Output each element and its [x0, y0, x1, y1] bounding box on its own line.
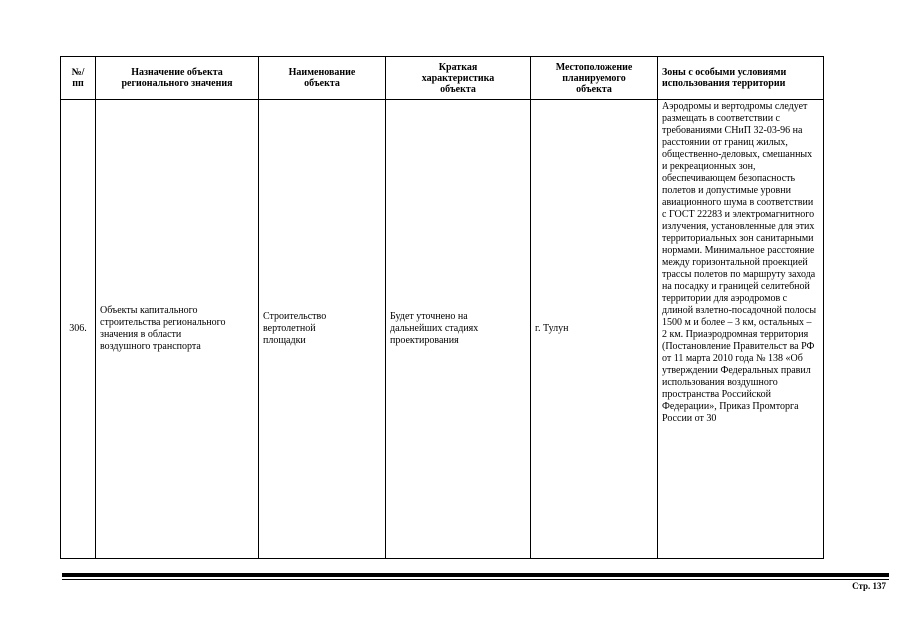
- row-location-cell: [531, 100, 658, 559]
- table-header-row: [61, 57, 824, 100]
- row-purpose-cell: [96, 100, 259, 559]
- header-characteristic: Краткая характеристика объекта: [386, 57, 531, 100]
- row-characteristic-cell: [386, 100, 531, 559]
- header-number: №/ пп: [61, 57, 96, 100]
- row-purpose: Объекты капитального строительства регионального значения в области воздушного транспорта: [100, 305, 226, 352]
- row-characteristic: Будет уточнено на дальнейших стадиях проектирования: [390, 311, 479, 346]
- planning-objects-table: [60, 56, 824, 559]
- row-number: 306.: [69, 323, 87, 334]
- header-zones: Зоны с особыми условиями использования территории: [658, 57, 824, 100]
- row-name-cell: [259, 100, 386, 559]
- table-row: [61, 100, 824, 559]
- header-location: Местоположение планируемого объекта: [531, 57, 658, 100]
- row-location: г. Тулун: [535, 323, 569, 334]
- row-name: Строительство вертолетной площадки: [263, 311, 327, 346]
- row-zones: Аэродромы и вертодромы следует размещать в соответствии с требованиями СНиП 32-03-96 на расстоянии от границ жилых, общественно-деловых, смешанных и рекреационных зон, обеспечивающем безопасность полетов и допустимые уровни авиационного шума в соответствии с ГОСТ 22283 и электромагнитного излучения, установленные для этих территориальных зон санитарными нормами. Минимальное расстояние между горизонтальной проекцией трассы полетов по маршруту захода на посадку и границей селитебной территории для аэродромов с длиной взлетно-посадочной полосы 1500 м и более – 3 км, остальных – 2 км. Приаэродромная территория (Постановление Правительст ва РФ от 11 марта 2010 года № 138 «Об утверждении Федеральных правил использования воздушного пространства Российской Федерации», Приказ Промторга России от 30: [662, 101, 817, 424]
- footer-rule-thin: [62, 579, 889, 580]
- row-number-cell: [61, 100, 96, 559]
- footer-rule-thick: [62, 573, 889, 577]
- header-purpose: Назначение объекта регионального значения: [96, 57, 259, 100]
- page-number: Стр. 137: [852, 581, 886, 591]
- header-name: Наименование объекта: [259, 57, 386, 100]
- row-zones-cell: [658, 100, 824, 559]
